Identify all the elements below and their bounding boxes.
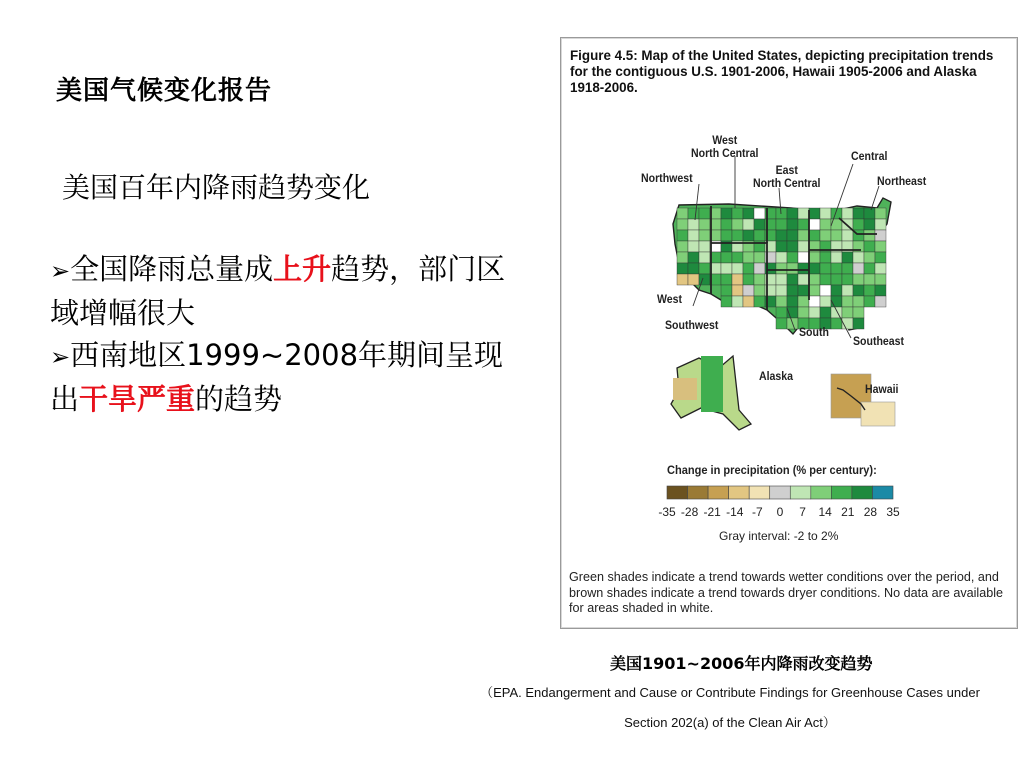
- legend-swatch: [749, 486, 770, 499]
- label-east-north-central: East North Central: [753, 163, 821, 190]
- map-grid-cell: [853, 208, 864, 219]
- map-grid-cell: [699, 219, 710, 230]
- map-grid-cell: [820, 208, 831, 219]
- legend-tick: -28: [680, 505, 699, 519]
- arrow-bullet-icon: ➢: [50, 257, 71, 285]
- label-northwest: Northwest: [641, 171, 693, 185]
- map-grid-cell: [809, 208, 820, 219]
- map-grid-cell: [721, 230, 732, 241]
- map-grid-cell: [853, 296, 864, 307]
- map-grid-cell: [853, 263, 864, 274]
- arrow-bullet-icon: ➢: [50, 343, 71, 371]
- map-grid-cell: [721, 285, 732, 296]
- map-grid-cell: [853, 274, 864, 285]
- map-grid-cell: [677, 252, 688, 263]
- legend-tick: -35: [658, 505, 676, 519]
- map-grid-cell: [875, 230, 886, 241]
- map-grid-cell: [798, 307, 809, 318]
- map-grid-cell: [787, 285, 798, 296]
- legend-tick: 28: [863, 505, 878, 519]
- figure-note: Green shades indicate a trend towards wetter conditions over the period, and brown shades indicate a trend towards dryer conditions. No data are available for areas shaded in white.: [569, 570, 1004, 615]
- map-grid-cell: [831, 230, 842, 241]
- map-grid-cell: [831, 263, 842, 274]
- map-grid-cell: [743, 208, 754, 219]
- map-grid-cell: [743, 230, 754, 241]
- map-grid-cell: [677, 274, 688, 285]
- map-grid-cell: [842, 285, 853, 296]
- map-grid-cell: [754, 285, 765, 296]
- map-grid-cell: [776, 296, 787, 307]
- map-grid-cell: [820, 219, 831, 230]
- map-grid-cell: [721, 263, 732, 274]
- map-grid-cell: [820, 252, 831, 263]
- map-grid-cell: [721, 274, 732, 285]
- map-grid-cell: [754, 208, 765, 219]
- map-grid-cell: [864, 241, 875, 252]
- map-grid-cell: [699, 230, 710, 241]
- map-grid-cell: [754, 230, 765, 241]
- map-grid-cell: [688, 252, 699, 263]
- label-hawaii: Hawaii: [865, 382, 899, 396]
- map-grid-cell: [842, 274, 853, 285]
- map-grid-cell: [776, 208, 787, 219]
- map-grid-cell: [743, 296, 754, 307]
- map-grid-cell: [798, 230, 809, 241]
- legend-swatch: [667, 486, 688, 499]
- map-grid-cell: [875, 263, 886, 274]
- map-grid-cell: [798, 241, 809, 252]
- map-grid-cell: [677, 230, 688, 241]
- map-grid-cell: [820, 285, 831, 296]
- map-grid-cell: [853, 307, 864, 318]
- map-grid-cell: [721, 219, 732, 230]
- map-grid-cell: [809, 307, 820, 318]
- label-south: South: [799, 325, 829, 339]
- map-grid-cell: [732, 208, 743, 219]
- bullet-1-text-start: 全国降雨总量成: [70, 252, 274, 286]
- map-grid-cell: [809, 285, 820, 296]
- label-west-north-central: West North Central: [691, 133, 759, 160]
- map-grid-cell: [864, 285, 875, 296]
- map-grid-cell: [809, 274, 820, 285]
- map-grid-cell: [820, 296, 831, 307]
- bullet-item-1: [50, 248, 530, 334]
- map-grid-cell: [754, 296, 765, 307]
- slide-subtitle: 美国百年内降雨趋势变化: [62, 171, 371, 204]
- map-grid-cell: [688, 230, 699, 241]
- map-grid-cell: [853, 252, 864, 263]
- map-grid-cell: [853, 219, 864, 230]
- map-grid-cell: [798, 263, 809, 274]
- legend-swatch: [770, 486, 791, 499]
- map-grid-cell: [776, 307, 787, 318]
- map-grid-cell: [787, 274, 798, 285]
- map-grid-cell: [776, 285, 787, 296]
- map-grid-cell: [875, 252, 886, 263]
- map-grid-cell: [809, 296, 820, 307]
- hawaii-light-cell: [861, 402, 895, 426]
- map-grid-cell: [842, 208, 853, 219]
- map-grid-cell: [688, 263, 699, 274]
- map-grid-cell: [798, 285, 809, 296]
- map-grid-cell: [820, 307, 831, 318]
- map-grid-cell: [853, 318, 864, 329]
- map-grid-cell: [842, 252, 853, 263]
- label-northeast: Northeast: [877, 174, 927, 188]
- map-grid-cell: [864, 252, 875, 263]
- map-grid-cell: [721, 252, 732, 263]
- map-grid-cell: [809, 252, 820, 263]
- map-grid-cell: [831, 285, 842, 296]
- map-grid-cell: [776, 318, 787, 329]
- map-grid-cell: [864, 296, 875, 307]
- legend-swatch: [708, 486, 729, 499]
- legend-swatch: [811, 486, 832, 499]
- map-grid-cell: [677, 208, 688, 219]
- figure-source: （EPA. Endangerment and Cause or Contribute Findings for Greenhouse Cases under Section 202(a) of the Clean Air Act）: [480, 685, 980, 730]
- map-grid-cell: [754, 274, 765, 285]
- map-grid-cell: [721, 296, 732, 307]
- map-grid-cell: [699, 263, 710, 274]
- precipitation-map-figure: [560, 37, 1018, 629]
- map-grid-cell: [820, 230, 831, 241]
- label-alaska: Alaska: [759, 369, 794, 383]
- map-grid-cell: [787, 263, 798, 274]
- legend-swatch: [872, 486, 893, 499]
- map-grid-cell: [875, 285, 886, 296]
- label-central: Central: [851, 149, 888, 163]
- map-grid-cell: [743, 274, 754, 285]
- map-grid-cell: [743, 285, 754, 296]
- map-grid-cell: [732, 263, 743, 274]
- legend-tick: -21: [703, 505, 721, 519]
- legend-gray-interval: Gray interval: -2 to 2%: [719, 529, 839, 543]
- map-grid-cell: [732, 219, 743, 230]
- bullet-item-2: [50, 334, 530, 420]
- legend-tick: 35: [886, 505, 900, 519]
- map-grid-cell: [743, 252, 754, 263]
- map-grid-cell: [776, 263, 787, 274]
- legend-color-bar: [667, 486, 893, 499]
- map-grid-cell: [688, 241, 699, 252]
- map-grid-cell: [743, 263, 754, 274]
- map-grid-cell: [776, 219, 787, 230]
- legend-swatch: [790, 486, 811, 499]
- map-grid-cell: [787, 208, 798, 219]
- map-grid-cell: [688, 219, 699, 230]
- bullet-2-text-start: 西南地区1999~2008年期间呈现出: [50, 338, 504, 416]
- legend-tick: 14: [818, 505, 832, 519]
- legend-title: Change in precipitation (% per century):: [667, 463, 877, 477]
- map-grid-cell: [699, 241, 710, 252]
- label-west: West: [657, 292, 683, 306]
- map-grid-cell: [809, 263, 820, 274]
- alaska-wet-cell: [701, 356, 723, 412]
- map-grid-cell: [853, 285, 864, 296]
- map-grid-cell: [809, 219, 820, 230]
- map-grid-cell: [831, 307, 842, 318]
- figure-caption: 美国1901~2006年内降雨改变趋势: [610, 654, 873, 673]
- legend-tick: -7: [752, 505, 763, 519]
- map-grid-cell: [864, 274, 875, 285]
- map-grid-cell: [875, 241, 886, 252]
- map-grid-cell: [798, 274, 809, 285]
- map-grid-cell: [820, 263, 831, 274]
- map-grid-cell: [776, 241, 787, 252]
- map-grid-cell: [842, 230, 853, 241]
- alaska-dry-cell: [673, 378, 697, 400]
- map-grid-cell: [732, 274, 743, 285]
- map-grid-cell: [831, 252, 842, 263]
- legend-tick: 7: [799, 505, 806, 519]
- map-grid-cell: [776, 252, 787, 263]
- map-grid-cell: [787, 252, 798, 263]
- map-grid-cell: [754, 263, 765, 274]
- map-grid-cell: [754, 252, 765, 263]
- label-southwest: Southwest: [665, 318, 719, 332]
- map-grid-cell: [754, 219, 765, 230]
- map-grid-cell: [688, 208, 699, 219]
- map-grid-cell: [875, 274, 886, 285]
- map-grid-cell: [864, 230, 875, 241]
- map-grid-cell: [842, 296, 853, 307]
- map-grid-cell: [787, 230, 798, 241]
- map-grid-cell: [688, 274, 699, 285]
- map-grid-cell: [776, 274, 787, 285]
- legend-tick: 0: [776, 505, 784, 519]
- bullet-list: [50, 248, 530, 420]
- map-grid-cell: [732, 296, 743, 307]
- bullet-1-text-end: 趋势，部门区域增幅很大: [50, 252, 506, 330]
- map-grid-cell: [842, 307, 853, 318]
- bullet-2-highlight: 干旱严重: [79, 382, 196, 416]
- map-grid-cell: [732, 252, 743, 263]
- slide-title: 美国气候变化报告: [56, 76, 273, 106]
- map-grid-cell: [721, 208, 732, 219]
- legend-swatch: [729, 486, 750, 499]
- map-grid-cell: [787, 219, 798, 230]
- map-grid-cell: [831, 296, 842, 307]
- legend-swatch: [831, 486, 852, 499]
- map-grid-cell: [743, 219, 754, 230]
- map-grid-cell: [798, 219, 809, 230]
- map-grid-cell: [875, 296, 886, 307]
- map-grid-cell: [864, 263, 875, 274]
- map-grid-cell: [864, 219, 875, 230]
- map-grid-cell: [699, 252, 710, 263]
- map-grid-cell: [875, 208, 886, 219]
- map-grid-cell: [831, 274, 842, 285]
- map-grid-cell: [699, 208, 710, 219]
- map-grid-cell: [787, 241, 798, 252]
- map-grid-cell: [677, 219, 688, 230]
- map-grid-cell: [677, 241, 688, 252]
- map-grid-cell: [820, 274, 831, 285]
- map-cells: [677, 208, 886, 329]
- map-grid-cell: [798, 208, 809, 219]
- bullet-1-highlight: 上升: [273, 252, 332, 286]
- map-grid-cell: [842, 263, 853, 274]
- map-grid-cell: [798, 252, 809, 263]
- legend-tick: -14: [726, 505, 744, 519]
- map-grid-cell: [798, 296, 809, 307]
- map-grid-cell: [864, 208, 875, 219]
- map-grid-cell: [809, 230, 820, 241]
- map-grid-cell: [732, 285, 743, 296]
- map-grid-cell: [831, 318, 842, 329]
- bullet-2-text-end: 的趋势: [195, 382, 283, 416]
- label-southeast: Southeast: [853, 334, 905, 348]
- map-grid-cell: [776, 230, 787, 241]
- figure-title: Figure 4.5: Map of the United States, depicting precipitation trends for the contiguous U.S. 1901-2006, Hawaii 1905-2006 and Alaska 1918-2006.: [570, 48, 994, 95]
- map-grid-cell: [875, 219, 886, 230]
- map-grid-cell: [787, 296, 798, 307]
- legend-swatch: [688, 486, 709, 499]
- map-grid-cell: [677, 263, 688, 274]
- map-grid-cell: [732, 230, 743, 241]
- legend-swatch: [852, 486, 873, 499]
- legend-tick: 21: [841, 505, 855, 519]
